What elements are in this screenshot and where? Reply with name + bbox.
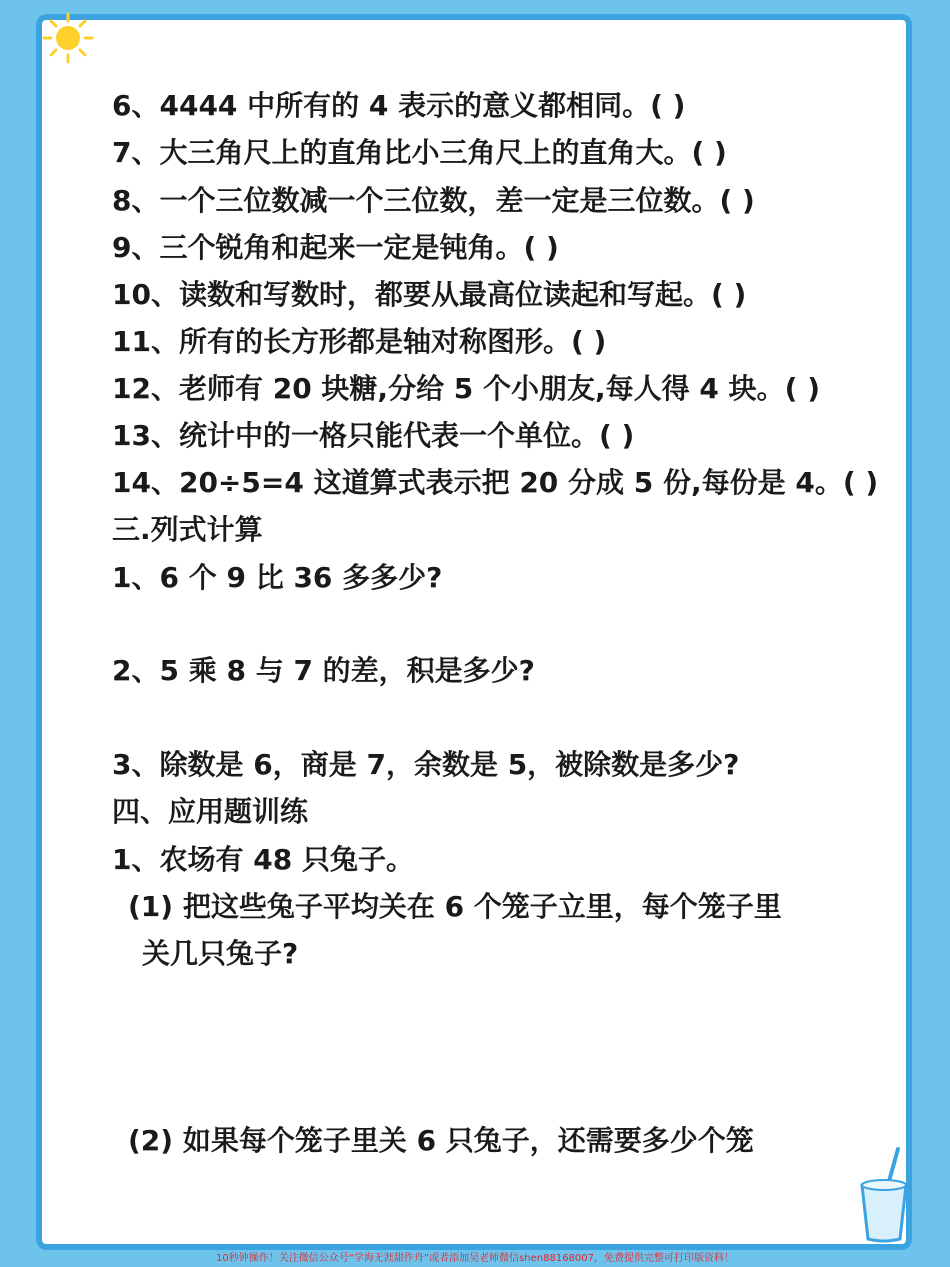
sub-question-1-line-2: 关几只兔子? — [142, 937, 299, 970]
section-3-title: 三.列式计算 — [112, 513, 263, 546]
word-problem-1: 1、农场有 48 只兔子。 — [112, 843, 414, 876]
section-4-title: 四、应用题训练 — [112, 795, 309, 828]
question-11: 11、所有的长方形都是轴对称图形。( ) — [112, 325, 607, 358]
question-12: 12、老师有 20 块糖,分给 5 个小朋友,每人得 4 块。( ) — [112, 372, 821, 405]
question-6: 6、4444 中所有的 4 表示的意义都相同。( ) — [112, 89, 686, 122]
question-8: 8、一个三位数减一个三位数，差一定是三位数。( ) — [112, 184, 755, 217]
question-7: 7、大三角尺上的直角比小三角尺上的直角大。( ) — [112, 136, 727, 169]
drink-cup-icon — [852, 1145, 916, 1245]
calc-item-2: 2、5 乘 8 与 7 的差，积是多少? — [112, 654, 535, 687]
question-14: 14、20÷5=4 这道算式表示把 20 分成 5 份,每份是 4。( ) — [112, 466, 879, 499]
question-9: 9、三个锐角和起来一定是钝角。( ) — [112, 231, 559, 264]
question-10: 10、读数和写数时，都要从最高位读起和写起。( ) — [112, 278, 747, 311]
sub-question-1-line-1: (1) 把这些兔子平均关在 6 个笼子立里，每个笼子里 — [128, 890, 782, 923]
sub-question-2-line-1: (2) 如果每个笼子里关 6 只兔子，还需要多少个笼 — [128, 1124, 754, 1157]
calc-item-1: 1、6 个 9 比 36 多多少? — [112, 561, 443, 594]
question-13: 13、统计中的一格只能代表一个单位。( ) — [112, 419, 635, 452]
sun-icon — [40, 10, 96, 66]
calc-item-3: 3、除数是 6，商是 7，余数是 5，被除数是多少? — [112, 748, 740, 781]
footer-promo-text: 10秒钟操作！关注微信公众号“学海无涯甜作舟”或者添加吴老师微信shen88168007，免费提供完整可打印版资料！ — [215, 1253, 735, 1264]
